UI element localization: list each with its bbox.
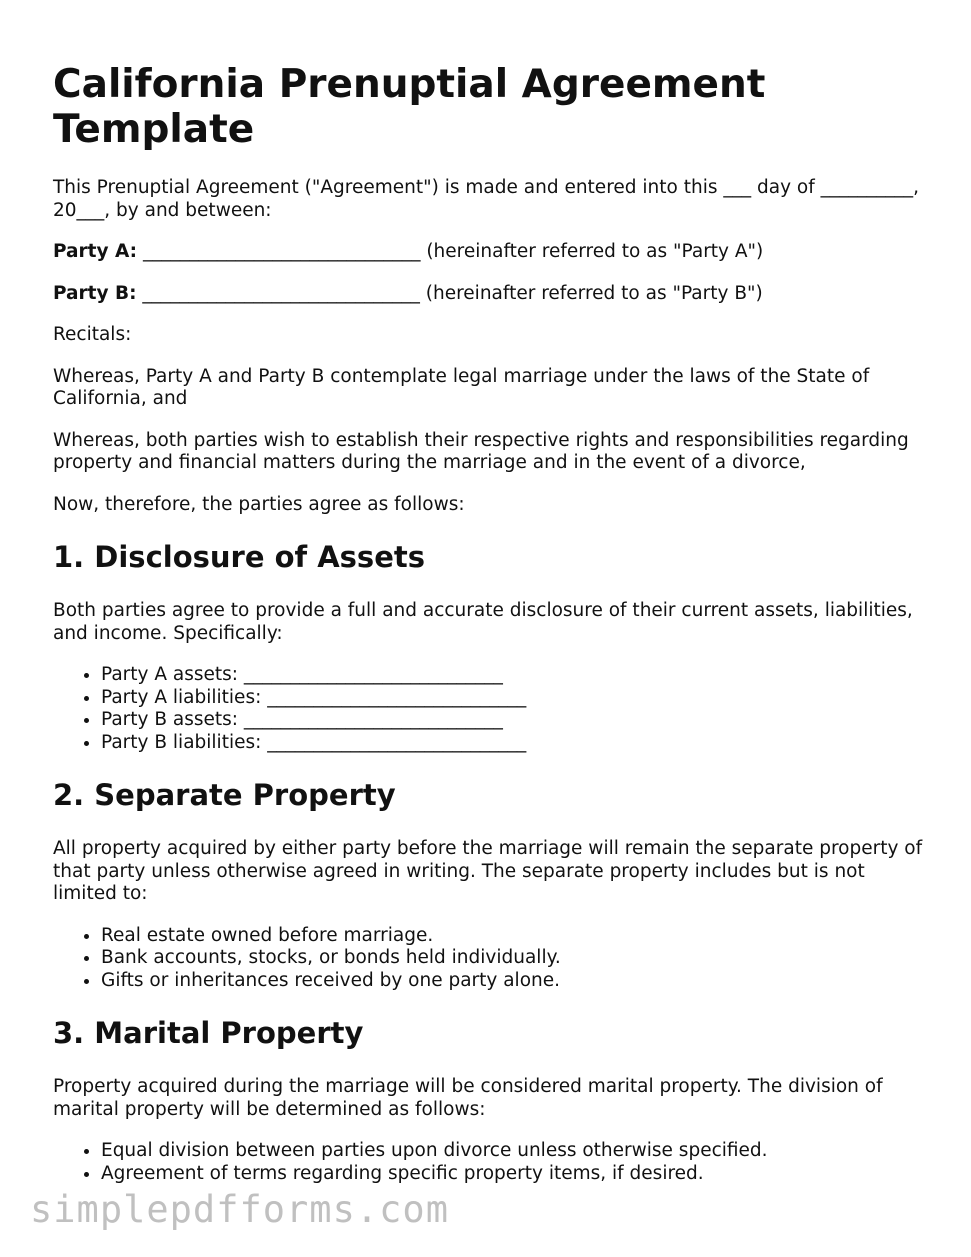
party-b-label: Party B: xyxy=(53,282,137,304)
watermark: simplepdfforms.com xyxy=(30,1188,449,1231)
section-2-heading: 2. Separate Property xyxy=(53,778,396,812)
list-item: • Agreement of terms regarding specific property items, if desired. xyxy=(101,1163,923,1186)
party-a-label: Party A: xyxy=(53,241,138,262)
party-b-text: ______________________________ (hereinafter referred to as "Party B") xyxy=(136,282,763,304)
list-item: • Party B liabilities: ____________________________ xyxy=(101,732,923,755)
list-item: • Party A assets: ____________________________ xyxy=(101,664,923,687)
list-item: • Equal division between parties upon divorce unless otherwise specified. xyxy=(101,1140,923,1163)
recital-1: Whereas, Party A and Party B contemplate legal marriage under the laws of the State of California, and xyxy=(53,365,870,409)
section-3-body: Property acquired during the marriage will be considered marital property. The division of marital property will be determined as follows: xyxy=(53,1076,883,1120)
section-1-list xyxy=(53,664,923,754)
section-1-heading: 1. Disclosure of Assets xyxy=(53,540,425,574)
section-3-heading: 3. Marital Property xyxy=(53,1016,364,1050)
list-item: • Party B assets: ____________________________ xyxy=(101,709,923,732)
party-a-line xyxy=(53,241,923,264)
section-1-body: Both parties agree to provide a full and accurate disclosure of their current assets, liabilities, and income. Specifically: xyxy=(53,600,913,644)
section-3-list xyxy=(53,1140,923,1185)
list-item: • Gifts or inheritances received by one party alone. xyxy=(101,970,923,993)
agree-statement: Now, therefore, the parties agree as follows: xyxy=(53,493,465,515)
party-b-line xyxy=(53,283,923,306)
document-page xyxy=(53,62,923,1204)
section-2-list xyxy=(53,925,923,993)
section-2-body: All property acquired by either party before the marriage will remain the separate property of that party unless otherwise agreed in writing. The separate property includes but is not limited to: xyxy=(53,838,923,904)
document-title: California Prenuptial Agreement Template xyxy=(53,62,766,152)
list-item: • Party A liabilities: ____________________________ xyxy=(101,687,923,710)
list-item: • Bank accounts, stocks, or bonds held individually. xyxy=(101,947,923,970)
recital-2: Whereas, both parties wish to establish their respective rights and responsibilities regarding property and financial matters during the marriage and in the event of a divorce, xyxy=(53,429,909,473)
recitals-heading: Recitals: xyxy=(53,324,132,345)
list-item: • Real estate owned before marriage. xyxy=(101,925,923,948)
intro-paragraph: This Prenuptial Agreement ("Agreement") is made and entered into this ___ day of __________, 20___, by and between: xyxy=(53,177,919,221)
party-a-text: ______________________________ (hereinafter referred to as "Party A") xyxy=(137,241,764,262)
